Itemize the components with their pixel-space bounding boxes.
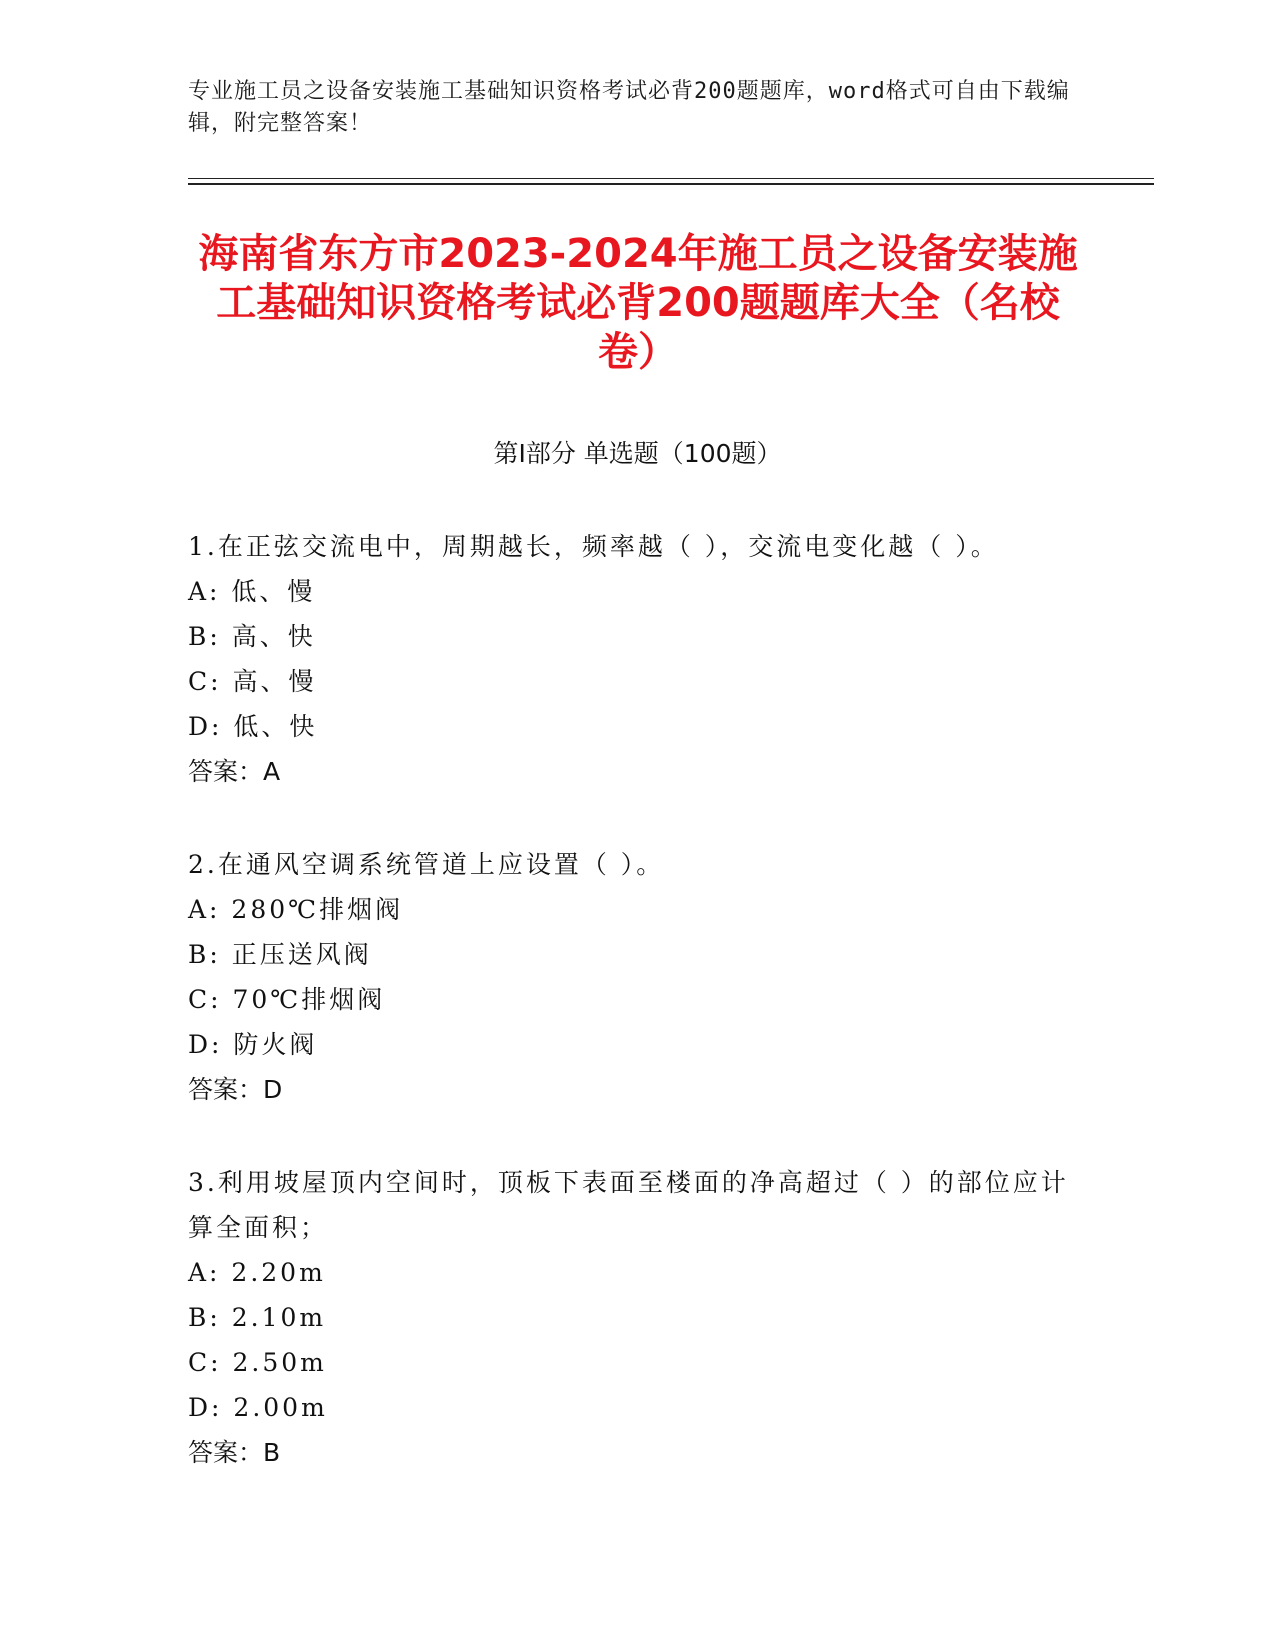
option-c: C: 2.50m — [188, 1348, 327, 1377]
option-c: C: 70℃排烟阀 — [188, 985, 386, 1014]
question-3 — [188, 1160, 1088, 1475]
option-d: D: 防火阀 — [188, 1030, 318, 1059]
option-a: A: 低、慢 — [188, 577, 316, 606]
option-b: B: 2.10m — [188, 1303, 327, 1332]
option-a: A: 2.20m — [188, 1258, 326, 1287]
answer: 答案：A — [188, 757, 281, 786]
document-title: 海南省东方市2023-2024年施工员之设备安装施工基础知识资格考试必背200题题库大全（名校卷） — [198, 231, 1078, 375]
option-d: D: 2.00m — [188, 1393, 328, 1422]
option-b: B: 高、快 — [188, 622, 316, 651]
question-stem: 1.在正弦交流电中，周期越长，频率越（ ），交流电变化越（ ）。 — [188, 532, 999, 561]
question-list — [188, 524, 1088, 1523]
question-stem: 3.利用坡屋顶内空间时，顶板下表面至楼面的净高超过（ ）的部位应计算全面积； — [188, 1168, 1069, 1242]
question-1 — [188, 524, 1088, 794]
option-d: D: 低、快 — [188, 712, 318, 741]
header-divider-thick — [188, 183, 1154, 185]
question-stem: 2.在通风空调系统管道上应设置（ ）。 — [188, 850, 665, 879]
option-a: A: 280℃排烟阀 — [188, 895, 404, 924]
header-note: 专业施工员之设备安装施工基础知识资格考试必背200题题库，word格式可自由下载编辑，附完整答案！ — [188, 79, 1070, 136]
answer: 答案：D — [188, 1075, 283, 1104]
option-b: B: 正压送风阀 — [188, 940, 372, 969]
header-divider-thin — [188, 178, 1154, 179]
option-c: C: 高、慢 — [188, 667, 317, 696]
section-heading: 第I部分 单选题（100题） — [493, 439, 782, 468]
question-2 — [188, 842, 1088, 1112]
answer: 答案：B — [188, 1438, 281, 1467]
